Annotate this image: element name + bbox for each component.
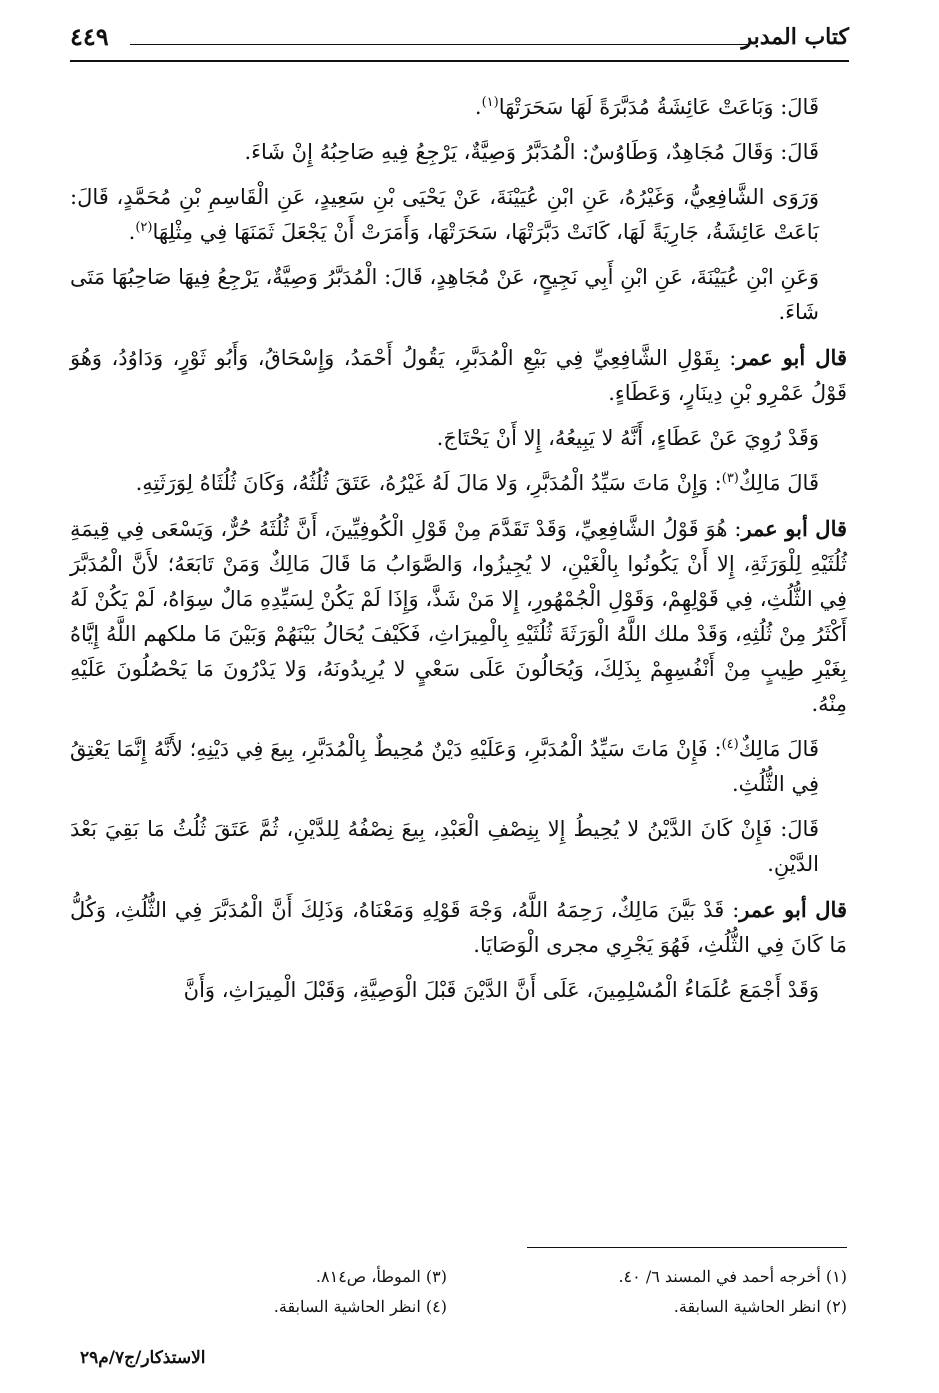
footnote-3: (٣) الموطأ، ص٨١٤. [315, 1267, 447, 1286]
paragraph: قَالَ مَالِكٌ$^{(٣)}$: وَإِنْ مَاتَ سَيِّدُ الْمُدَبَّرِ، وَلا مَالَ لَهُ غَيْرُهُ، عَتَقَ ثُلُثُهُ، وَكَانَ ثُلُثَاهُ لِوَرَثَتِهِ. [135, 471, 819, 495]
paragraph: قَالَ مَالِكٌ$^{(٤)}$: فَإِنْ مَاتَ سَيِّدُ الْمُدَبَّرِ، وَعَلَيْهِ دَيْنٌ مُحِيطٌ بِالْمُدَبَّرِ، بِيعَ فِي دَيْنِهِ؛ لأَنَّهُ إِنَّمَا يَعْتِقُ فِي الثُّلُثِ. [70, 737, 819, 796]
paragraph: قال أبو عمر: هُوَ قَوْلُ الشَّافِعِيِّ، وَقَدْ تَقَدَّمَ مِنْ قَوْلِ الْكُوفِيِّينَ، أَنَّ ثُلُثَهُ حُرٌّ، وَيَسْعَى فِي قِيمَةِ ثُلُثَيْهِ لِلْوَرَثَةِ، إِلا أَنْ يَكُونُوا بِالْغَيْنِ، لا يُجِيزُوا، وَالصَّوَابُ مَا قَالَ مَالِكٌ وَمَنْ تَابَعَهُ؛ لأَنَّ الْمُدَبَّرَ فِي الثُّلُثِ، فِي قَوْلِهِمْ، وَقَوْلِ الْجُمْهُورِ، إِلا مَنْ شَذَّ، وَإِذَا لَمْ يَكُنْ لِسَيِّدِهِ مَالٌ سِوَاهُ، لَمْ يَكُنْ لَهُ أَكْثَرُ مِنْ ثُلُثِهِ، وَقَدْ ملك اللَّهُ الْوَرَثَةَ ثُلُثَيْهِ بِالْمِيرَاثِ، فَكَيْفَ يُحَالُ بَيْنَهُمْ وَبَيْنَ مَا ملكهم اللَّهُ إِيَّاهُ بِغَيْرِ طِيبٍ مِنْ أَنْفُسِهِمْ بِذَلِكَ، وَيُحَالُونَ عَلَى سَعْيٍ لا يُرِيدُونَهُ، وَلا يَدْرُونَ مَا يَحْصُلُونَ عَلَيْهِ مِنْهُ. [70, 516, 848, 716]
footnote-marker[interactable]: (٤) [721, 737, 739, 752]
footnote-separator [527, 1247, 847, 1248]
paragraph: وَعَنِ ابْنِ عُيَيْنَةَ، عَنِ ابْنِ أَبِي نَجِيحٍ، عَنْ مُجَاهِدٍ، قَالَ: الْمُدَبَّرُ وَصِيَّةٌ، يَرْجِعُ فِيهَا صَاحِبُهَا مَتَى شَاءَ. [70, 265, 819, 324]
footnote-1: (١) أخرجه أحمد في المسند ٦/ ٤٠. [618, 1267, 847, 1286]
main-text [70, 90, 847, 1018]
paragraph: وَرَوَى الشَّافِعِيُّ، وَغَيْرُهُ، عَنِ ابْنِ عُيَيْنَةَ، عَنْ يَحْيَى بْنِ سَعِيدٍ، عَنِ الْقَاسِمِ بْنِ مُحَمَّدٍ، قَالَ: بَاعَتْ عَائِشَةُ، جَارِيَةً لَهَا، كَانَتْ دَبَّرَتْهَا، سَحَرَتْهَا، وَأَمَرَتْ أَنْ يَجْعَلَ ثَمَنَهَا فِي مِثْلِهَا$^{(٢)}$. [70, 185, 819, 244]
speaker-label: قال أبو عمر [741, 516, 848, 541]
header-rule [70, 60, 849, 62]
page-header [70, 20, 849, 60]
signature-mark: الاستذكار/ج٧/م٢٩ [80, 1348, 206, 1368]
header-divider-line [130, 44, 749, 45]
speaker-label: قال أبو عمر [736, 345, 847, 370]
footnotes-column-right [467, 1262, 847, 1322]
footnote-2: (٢) انظر الحاشية السابقة. [673, 1297, 847, 1316]
paragraph: قَالَ: فَإِنْ كَانَ الدَّيْنُ لا يُحِيطُ إِلا بِنِصْفِ الْعَبْدِ، بِيعَ نِصْفُهُ لِلدَّيْنِ، ثُمَّ عَتَقَ ثُلُثُ مَا بَقِيَ بَعْدَ الدَّيْنِ. [70, 817, 819, 876]
paragraph: قال أبو عمر: بِقَوْلِ الشَّافِعِيِّ فِي بَيْعِ الْمُدَبَّرِ، يَقُولُ أَحْمَدُ، وَإِسْحَاقُ، وَأَبُو ثَوْرٍ، وَدَاوُدُ، وَهُوَ قَوْلُ عَمْرِو بْنِ دِينَارٍ، وَعَطَاءٍ. [70, 345, 847, 405]
footnote-marker[interactable]: (١) [481, 95, 499, 110]
paragraph: وَقَدْ رُوِيَ عَنْ عَطَاءٍ، أَنَّهُ لا يَبِيعُهُ، إِلا أَنْ يَحْتَاجَ. [436, 426, 819, 450]
footnote-4: (٤) انظر الحاشية السابقة. [273, 1297, 447, 1316]
page-number: ٤٤٩ [70, 22, 109, 51]
speaker-label: قال أبو عمر [739, 897, 847, 922]
footnotes-column-left [67, 1262, 447, 1322]
paragraph: قَالَ: وَقَالَ مُجَاهِدٌ، وَطَاوُسٌ: الْمُدَبَّرُ وَصِيَّةٌ، يَرْجِعُ فِيهِ صَاحِبُهُ إِنْ شَاءَ. [244, 140, 819, 164]
chapter-title: كتاب المدبر [741, 24, 849, 50]
paragraph: قَالَ: وَبَاعَتْ عَائِشَةُ مُدَبَّرَةً لَهَا سَحَرَتْهَا$^{(١)}$. [474, 95, 819, 119]
footnote-marker[interactable]: (٣) [721, 471, 739, 486]
paragraph: وَقَدْ أَجْمَعَ عُلَمَاءُ الْمُسْلِمِينَ، عَلَى أَنَّ الدَّيْنَ قَبْلَ الْوَصِيَّةِ، وَقَبْلَ الْمِيرَاثِ، وَأَنَّ [183, 978, 819, 1002]
footnote-marker[interactable]: (٢) [135, 220, 153, 235]
paragraph: قال أبو عمر: قَدْ بَيَّنَ مَالِكٌ، رَحِمَهُ اللَّهُ، وَجْهَ قَوْلِهِ وَمَعْنَاهُ، وَذَلِكَ أَنَّ الْمُدَبَّرَ فِي الثُّلُثِ، وَكُلُّ مَا كَانَ فِي الثُّلُثِ، فَهُوَ يَجْرِي مجرى الْوَصَايَا. [70, 897, 847, 957]
